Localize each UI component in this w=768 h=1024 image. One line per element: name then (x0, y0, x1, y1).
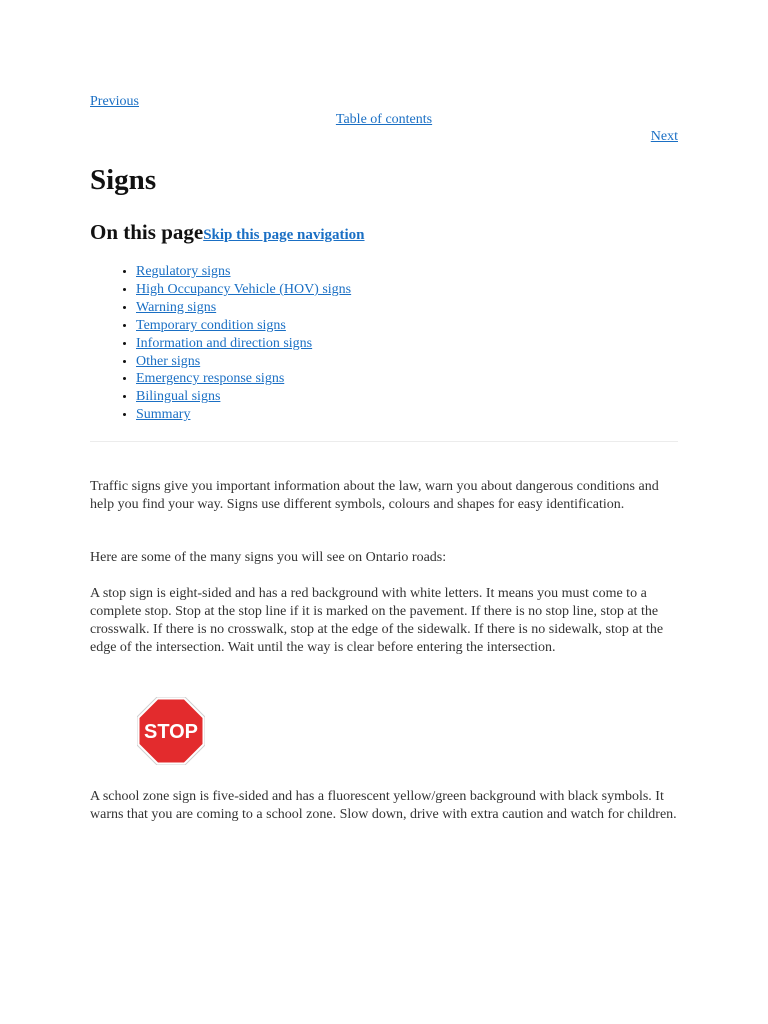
section-divider (90, 441, 678, 442)
stop-sign-image (137, 697, 205, 765)
on-this-page-heading (90, 220, 365, 245)
on-this-page-label: On this page (90, 220, 204, 244)
stop-sign-description: A stop sign is eight-sided and has a red background with white letters. It means you must come to a complete stop. Stop at the stop line if it is marked on the pavement. If there is no stop line, stop at the crosswalk. If there is no crosswalk, stop at the edge of the sidewalk. If there is no sidewalk, stop at the edge of the intersection. Wait until the way is clear before entering the intersection. (90, 586, 664, 655)
list-item (136, 406, 351, 424)
toc-nav (0, 112, 768, 128)
list-item (136, 353, 351, 371)
list-item (136, 388, 351, 406)
previous-link[interactable]: Previous (90, 94, 139, 109)
stop-sign-text: STOP (144, 721, 198, 743)
toc-link-warning-signs[interactable]: Warning signs (136, 299, 217, 315)
next-link[interactable]: Next (650, 129, 678, 144)
list-item (136, 281, 351, 299)
toc-link-regulatory-signs[interactable]: Regulatory signs (136, 264, 231, 279)
toc-link-summary[interactable]: Summary (136, 407, 191, 423)
list-item (136, 335, 351, 353)
list-item (136, 317, 351, 335)
school-zone-description: A school zone sign is five-sided and has a fluorescent yellow/green background with black symbols. It warns that you are coming to a school zone. Slow down, drive with extra caution and watch for children. (90, 789, 677, 822)
toc-link-emergency-response-signs[interactable]: Emergency response signs (136, 371, 285, 387)
table-of-contents-link[interactable]: Table of contents (335, 112, 433, 127)
toc-link-hov-signs[interactable]: High Occupancy Vehicle (HOV) signs (136, 281, 352, 297)
toc-link-bilingual-signs[interactable]: Bilingual signs (136, 389, 221, 405)
page-navigation-list (90, 263, 351, 424)
page-title: Signs (90, 164, 157, 196)
list-item (136, 263, 351, 281)
skip-navigation-link[interactable]: Skip this page navigation (203, 227, 365, 243)
toc-link-information-direction-signs[interactable]: Information and direction signs (136, 335, 313, 351)
list-item (136, 370, 351, 388)
toc-link-temporary-condition-signs[interactable]: Temporary condition signs (136, 317, 286, 333)
list-item (136, 299, 351, 317)
lead-paragraph: Here are some of the many signs you will see on Ontario roads: (90, 550, 447, 565)
intro-paragraph: Traffic signs give you important information about the law, warn you about dangerous conditions and help you find your way. Signs use different symbols, colours and shapes for easy identification. (90, 479, 659, 512)
toc-link-other-signs[interactable]: Other signs (136, 353, 201, 369)
